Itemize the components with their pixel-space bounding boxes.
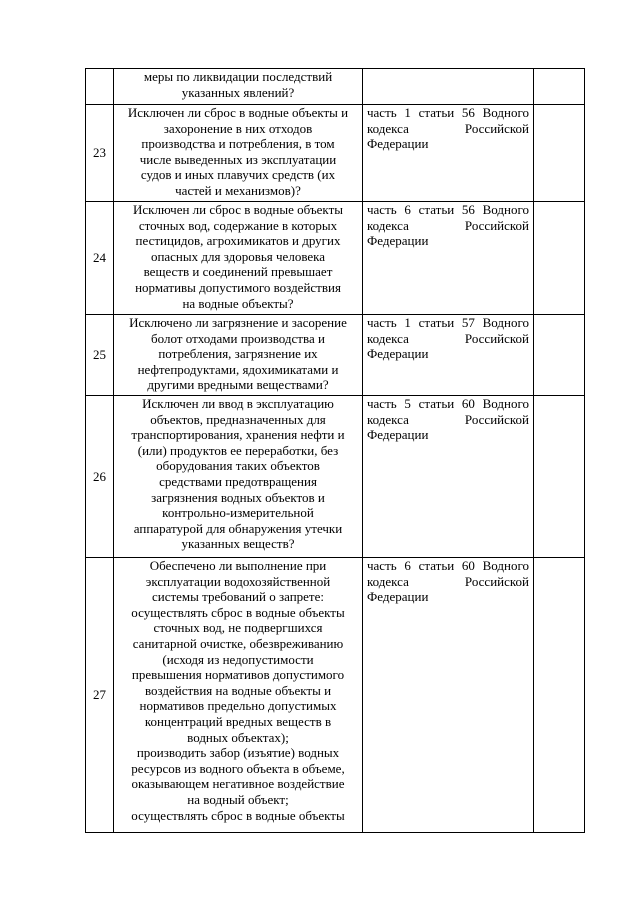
question-line: Обеспечено ли выполнение при [149, 558, 327, 573]
question-line: воздействия на водные объекты и [144, 682, 332, 698]
legal-reference-cell: часть 5 статьи 60 Водного кодекса Российской Федерации [363, 396, 534, 558]
question-line: нормативы допустимого воздействия [135, 279, 341, 295]
question-line: производства и потребления, в том [141, 136, 335, 152]
question-line: ресурсов из водного объекта в объеме, [131, 760, 345, 776]
question-line: веществ и соединений превышает [143, 264, 333, 280]
question-line: частей и механизмов)? [175, 182, 301, 198]
row-number [86, 69, 114, 105]
question-line: судов и иных плавучих средств (их [140, 167, 336, 183]
question-line: Исключено ли загрязнение и засорение [129, 315, 347, 330]
question-line: опасных для здоровья человека [150, 248, 326, 264]
question-line: пестицидов, агрохимикатов и других [135, 233, 341, 249]
question-line: указанных веществ? [181, 536, 295, 552]
table-row [86, 396, 585, 558]
question-line: загрязнения водных объектов и [151, 489, 325, 505]
question-line: другими вредными веществами? [147, 377, 329, 393]
question-line: эксплуатации водохозяйственной [145, 573, 331, 589]
question-line: потребления, загрязнение их [158, 346, 318, 362]
question-line: Исключен ли сброс в водные объекты и [127, 105, 349, 120]
question-cell [114, 315, 363, 396]
legal-reference-cell: часть 1 статьи 56 Водного кодекса Российской Федерации [363, 105, 534, 202]
table-row [86, 202, 585, 315]
legal-reference-cell [363, 69, 534, 105]
question-line: (или) продуктов ее переработки, без [137, 442, 339, 458]
table-row [86, 315, 585, 396]
answer-cell[interactable] [534, 69, 585, 105]
question-cell [114, 105, 363, 202]
row-number: 27 [86, 558, 114, 833]
row-number: 26 [86, 396, 114, 558]
legal-reference-cell: часть 1 статьи 57 Водного кодекса Российской Федерации [363, 315, 534, 396]
question-cell [114, 396, 363, 558]
question-line: на водный объект; [187, 791, 289, 807]
question-line: меры по ликвидации последствий [143, 69, 333, 84]
question-cell [114, 558, 363, 833]
row-number: 25 [86, 315, 114, 396]
question-line: (исходя из недопустимости [162, 651, 314, 667]
question-line: Исключен ли ввод в эксплуатацию [142, 396, 334, 411]
question-line: превышения нормативов допустимого [131, 667, 345, 683]
question-line: контрольно-измерительной [162, 505, 314, 521]
question-line: осуществлять сброс в водные объекты [131, 604, 345, 620]
question-line: на водные объекты? [182, 295, 294, 311]
question-line: Исключен ли сброс в водные объекты [132, 202, 343, 217]
answer-cell[interactable] [534, 315, 585, 396]
question-line: сточных вод, содержание в которых [138, 217, 338, 233]
question-line: захоронение в них отходов [163, 120, 313, 136]
question-line: аппаратурой для обнаружения утечки [133, 520, 343, 536]
question-line: указанных явлений? [181, 84, 295, 100]
table-row [86, 105, 585, 202]
question-line: болот отходами производства и [151, 330, 325, 346]
answer-cell[interactable] [534, 202, 585, 315]
question-line: санитарной очистке, обезвреживанию [132, 635, 344, 651]
question-line: оказывающем негативное воздействие [131, 776, 345, 792]
question-line: оборудования таких объектов [156, 458, 320, 474]
answer-cell[interactable] [534, 558, 585, 833]
question-line: нормативов предельно допустимых [139, 698, 337, 714]
table-row [86, 69, 585, 105]
row-number: 24 [86, 202, 114, 315]
question-line: сточных вод, не подвергшихся [153, 620, 323, 636]
legal-reference-cell: часть 6 статьи 60 Водного кодекса Российской Федерации [363, 558, 534, 833]
requirements-table [85, 68, 585, 833]
table-row [86, 558, 585, 833]
question-cell [114, 202, 363, 315]
question-line: производить забор (изъятие) водных [136, 745, 340, 761]
answer-cell[interactable] [534, 105, 585, 202]
question-line: концентраций вредных веществ в [144, 713, 332, 729]
question-line: средствами предотвращения [159, 473, 317, 489]
answer-cell[interactable] [534, 396, 585, 558]
question-line: нефтепродуктами, ядохимикатами и [137, 361, 339, 377]
question-line: осуществлять сброс в водные объекты [131, 807, 345, 823]
question-line: водных объектах); [187, 729, 289, 745]
legal-reference-cell: часть 6 статьи 56 Водного кодекса Российской Федерации [363, 202, 534, 315]
question-line: транспортирования, хранения нефти и [131, 427, 345, 443]
question-line: числе выведенных из эксплуатации [139, 151, 337, 167]
question-cell [114, 69, 363, 105]
question-line: системы требований о запрете: [151, 589, 324, 605]
row-number: 23 [86, 105, 114, 202]
question-line: объектов, предназначенных для [150, 411, 326, 427]
